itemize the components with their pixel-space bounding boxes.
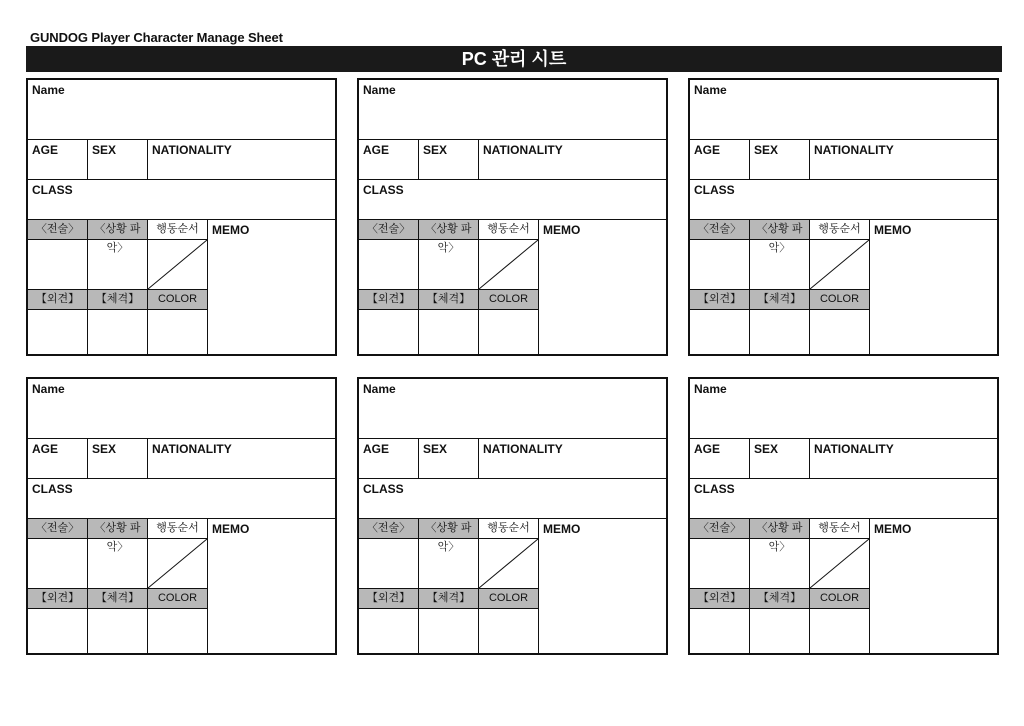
- name-row[interactable]: [28, 80, 335, 140]
- color-header: COLOR: [810, 290, 870, 310]
- technique-value[interactable]: [359, 240, 419, 290]
- memo-area[interactable]: [539, 240, 666, 354]
- character-card-2: [357, 78, 668, 356]
- appearance-value[interactable]: [28, 310, 88, 354]
- age-label: AGE: [363, 442, 390, 456]
- character-card-5: [357, 377, 668, 655]
- nationality-field[interactable]: [479, 140, 666, 179]
- action-order-header: 행동순서: [148, 220, 208, 240]
- age-field[interactable]: [690, 140, 750, 179]
- appearance-value[interactable]: [359, 609, 419, 653]
- age-field[interactable]: [690, 439, 750, 478]
- name-label: Name: [32, 83, 65, 97]
- color-header: COLOR: [810, 589, 870, 609]
- age-field[interactable]: [359, 140, 419, 179]
- name-label: Name: [32, 382, 65, 396]
- nationality-field[interactable]: [810, 439, 997, 478]
- sex-field[interactable]: [750, 140, 810, 179]
- memo-area[interactable]: [208, 240, 335, 354]
- color-header: COLOR: [148, 290, 208, 310]
- nationality-field[interactable]: [810, 140, 997, 179]
- nationality-field[interactable]: [148, 140, 335, 179]
- build-value[interactable]: [419, 609, 479, 653]
- diagonal-slash-icon: [479, 240, 538, 289]
- color-value[interactable]: [148, 609, 208, 653]
- technique-header: 〈전술〉: [690, 220, 750, 240]
- nationality-label: NATIONALITY: [483, 442, 563, 456]
- memo-label: MEMO: [212, 522, 250, 536]
- sex-label: SEX: [754, 143, 779, 157]
- nationality-field[interactable]: [148, 439, 335, 478]
- name-row[interactable]: [690, 80, 997, 140]
- situation-value[interactable]: [750, 240, 810, 290]
- sex-field[interactable]: [750, 439, 810, 478]
- build-header: 【체격】: [419, 589, 479, 609]
- technique-header: 〈전술〉: [690, 519, 750, 539]
- stats-grid: [690, 519, 997, 653]
- appearance-header: 【외견】: [359, 589, 419, 609]
- name-row[interactable]: [690, 379, 997, 439]
- memo-area[interactable]: [539, 539, 666, 653]
- sex-field[interactable]: [419, 439, 479, 478]
- sex-field[interactable]: [88, 140, 148, 179]
- action-order-value[interactable]: [810, 240, 870, 290]
- name-row[interactable]: [28, 379, 335, 439]
- name-row[interactable]: [359, 379, 666, 439]
- memo-area[interactable]: [870, 240, 997, 354]
- situation-header: 〈상황 파악〉: [419, 519, 479, 539]
- diagonal-slash-icon: [148, 240, 207, 289]
- situation-header: 〈상황 파악〉: [750, 519, 810, 539]
- character-card-3: [688, 78, 999, 356]
- action-order-value[interactable]: [479, 240, 539, 290]
- technique-value[interactable]: [28, 240, 88, 290]
- appearance-value[interactable]: [690, 310, 750, 354]
- situation-header: 〈상황 파악〉: [88, 220, 148, 240]
- class-row[interactable]: [28, 479, 335, 519]
- build-value[interactable]: [88, 310, 148, 354]
- action-order-header: 행동순서: [479, 519, 539, 539]
- action-order-value[interactable]: [479, 539, 539, 589]
- nationality-field[interactable]: [479, 439, 666, 478]
- technique-header: 〈전술〉: [359, 220, 419, 240]
- age-field[interactable]: [28, 439, 88, 478]
- appearance-header: 【외견】: [28, 290, 88, 310]
- sex-label: SEX: [92, 442, 117, 456]
- color-value[interactable]: [810, 310, 870, 354]
- age-label: AGE: [32, 442, 59, 456]
- memo-label: MEMO: [543, 522, 581, 536]
- color-value[interactable]: [810, 609, 870, 653]
- age-label: AGE: [32, 143, 59, 157]
- appearance-header: 【외견】: [690, 290, 750, 310]
- action-order-header: 행동순서: [148, 519, 208, 539]
- character-card-4: [26, 377, 337, 655]
- character-card-6: [688, 377, 999, 655]
- stats-grid: [28, 519, 335, 653]
- situation-value[interactable]: [88, 539, 148, 589]
- situation-value[interactable]: [88, 240, 148, 290]
- build-value[interactable]: [750, 310, 810, 354]
- situation-header: 〈상황 파악〉: [750, 220, 810, 240]
- situation-value[interactable]: [750, 539, 810, 589]
- profile-row: [359, 439, 666, 479]
- technique-value[interactable]: [28, 539, 88, 589]
- appearance-header: 【외견】: [359, 290, 419, 310]
- class-label: CLASS: [363, 482, 404, 496]
- technique-value[interactable]: [690, 240, 750, 290]
- appearance-header: 【외견】: [690, 589, 750, 609]
- technique-header: 〈전술〉: [28, 519, 88, 539]
- build-value[interactable]: [750, 609, 810, 653]
- sex-label: SEX: [92, 143, 117, 157]
- diagonal-slash-icon: [148, 539, 207, 588]
- profile-row: [28, 439, 335, 479]
- action-order-header: 행동순서: [479, 220, 539, 240]
- build-header: 【체격】: [88, 589, 148, 609]
- name-row[interactable]: [359, 80, 666, 140]
- memo-label: MEMO: [874, 522, 912, 536]
- class-row[interactable]: [690, 479, 997, 519]
- appearance-header: 【외견】: [28, 589, 88, 609]
- stats-grid: [359, 519, 666, 653]
- age-label: AGE: [363, 143, 390, 157]
- sex-label: SEX: [754, 442, 779, 456]
- name-label: Name: [363, 83, 396, 97]
- build-value[interactable]: [419, 310, 479, 354]
- build-header: 【체격】: [419, 290, 479, 310]
- technique-header: 〈전술〉: [359, 519, 419, 539]
- appearance-value[interactable]: [28, 609, 88, 653]
- color-header: COLOR: [479, 589, 539, 609]
- stats-grid: [28, 220, 335, 354]
- situation-value[interactable]: [419, 539, 479, 589]
- nationality-label: NATIONALITY: [814, 442, 894, 456]
- sex-label: SEX: [423, 143, 448, 157]
- age-label: AGE: [694, 143, 721, 157]
- sex-field[interactable]: [88, 439, 148, 478]
- color-value[interactable]: [479, 310, 539, 354]
- memo-label: MEMO: [212, 223, 250, 237]
- action-order-header: 행동순서: [810, 519, 870, 539]
- situation-header: 〈상황 파악〉: [88, 519, 148, 539]
- diagonal-slash-icon: [479, 539, 538, 588]
- name-label: Name: [363, 382, 396, 396]
- age-field[interactable]: [28, 140, 88, 179]
- situation-header: 〈상황 파악〉: [419, 220, 479, 240]
- class-label: CLASS: [694, 482, 735, 496]
- color-value[interactable]: [479, 609, 539, 653]
- class-row[interactable]: [359, 180, 666, 220]
- memo-area[interactable]: [208, 539, 335, 653]
- memo-area[interactable]: [870, 539, 997, 653]
- class-label: CLASS: [363, 183, 404, 197]
- memo-label: MEMO: [874, 223, 912, 237]
- class-row[interactable]: [28, 180, 335, 220]
- class-label: CLASS: [32, 183, 73, 197]
- appearance-value[interactable]: [359, 310, 419, 354]
- sex-label: SEX: [423, 442, 448, 456]
- class-label: CLASS: [694, 183, 735, 197]
- age-field[interactable]: [359, 439, 419, 478]
- class-row[interactable]: [359, 479, 666, 519]
- memo-label: MEMO: [543, 223, 581, 237]
- build-header: 【체격】: [750, 589, 810, 609]
- profile-row: [28, 140, 335, 180]
- stats-grid: [359, 220, 666, 354]
- build-header: 【체격】: [750, 290, 810, 310]
- age-label: AGE: [694, 442, 721, 456]
- profile-row: [690, 439, 997, 479]
- situation-value[interactable]: [419, 240, 479, 290]
- technique-header: 〈전술〉: [28, 220, 88, 240]
- color-header: COLOR: [148, 589, 208, 609]
- diagonal-slash-icon: [810, 539, 869, 588]
- sheet-title: PC 관리 시트: [26, 46, 1002, 72]
- nationality-label: NATIONALITY: [814, 143, 894, 157]
- build-value[interactable]: [88, 609, 148, 653]
- class-row[interactable]: [690, 180, 997, 220]
- appearance-value[interactable]: [690, 609, 750, 653]
- action-order-header: 행동순서: [810, 220, 870, 240]
- profile-row: [690, 140, 997, 180]
- build-header: 【체격】: [88, 290, 148, 310]
- technique-value[interactable]: [690, 539, 750, 589]
- diagonal-slash-icon: [810, 240, 869, 289]
- class-label: CLASS: [32, 482, 73, 496]
- nationality-label: NATIONALITY: [152, 442, 232, 456]
- name-label: Name: [694, 382, 727, 396]
- color-value[interactable]: [148, 310, 208, 354]
- action-order-value[interactable]: [810, 539, 870, 589]
- name-label: Name: [694, 83, 727, 97]
- profile-row: [359, 140, 666, 180]
- color-header: COLOR: [479, 290, 539, 310]
- sex-field[interactable]: [419, 140, 479, 179]
- action-order-value[interactable]: [148, 539, 208, 589]
- character-card-1: [26, 78, 337, 356]
- action-order-value[interactable]: [148, 240, 208, 290]
- nationality-label: NATIONALITY: [152, 143, 232, 157]
- sheet-subtitle: GUNDOG Player Character Manage Sheet: [30, 30, 283, 45]
- nationality-label: NATIONALITY: [483, 143, 563, 157]
- technique-value[interactable]: [359, 539, 419, 589]
- stats-grid: [690, 220, 997, 354]
